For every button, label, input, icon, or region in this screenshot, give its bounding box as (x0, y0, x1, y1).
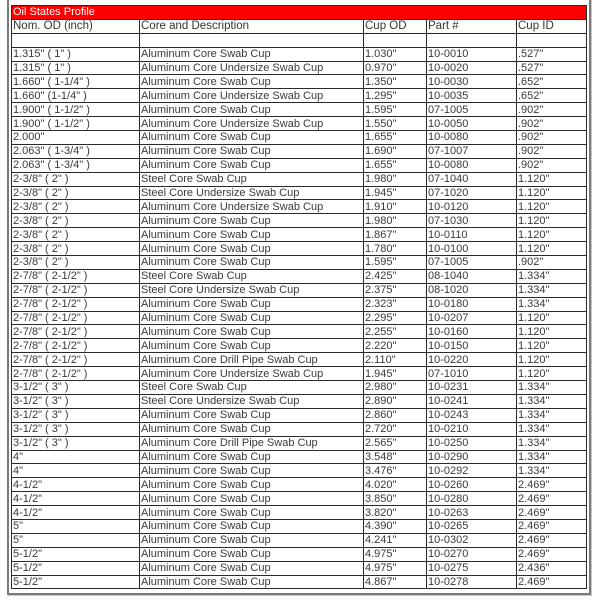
header-core-description: Core and Description (140, 19, 364, 33)
cell-cup-od: 4.975" (364, 561, 427, 575)
cell-core-description: Steel Core Swab Cup (140, 269, 364, 283)
cell-part-number: 10-0302 (427, 533, 517, 547)
cell-cup-id: .902" (517, 131, 587, 145)
cell-nom-od: 2-7/8" ( 2-1/2" ) (12, 325, 140, 339)
cell-part-number: 10-0100 (427, 242, 517, 256)
blank-cell (364, 33, 427, 47)
blank-cell (517, 33, 587, 47)
cell-core-description: Aluminum Core Swab Cup (140, 575, 364, 589)
cell-part-number: 07-1020 (427, 186, 517, 200)
cell-part-number: 10-0110 (427, 228, 517, 242)
cell-core-description: Aluminum Core Swab Cup (140, 144, 364, 158)
cell-core-description: Aluminum Core Swab Cup (140, 214, 364, 228)
blank-cell (12, 33, 140, 47)
cell-cup-id: 1.334" (517, 283, 587, 297)
cell-core-description: Aluminum Core Drill Pipe Swab Cup (140, 353, 364, 367)
cell-core-description: Aluminum Core Undersize Swab Cup (140, 61, 364, 75)
table-row (12, 325, 587, 339)
cell-cup-od: 4.020" (364, 478, 427, 492)
cell-cup-id: .652" (517, 89, 587, 103)
table-row (12, 228, 587, 242)
table-row (12, 506, 587, 520)
cell-cup-id: .902" (517, 117, 587, 131)
cell-core-description: Steel Core Swab Cup (140, 381, 364, 395)
cell-part-number: 10-0290 (427, 450, 517, 464)
cell-nom-od: 2-3/8" ( 2" ) (12, 200, 140, 214)
cell-cup-od: 2.720" (364, 422, 427, 436)
table-row (12, 353, 587, 367)
cell-core-description: Aluminum Core Swab Cup (140, 450, 364, 464)
cell-cup-id: 1.120" (517, 311, 587, 325)
cell-cup-id: 2.469" (517, 506, 587, 520)
cell-nom-od: 5" (12, 519, 140, 533)
cell-cup-od: 1.945" (364, 367, 427, 381)
cell-nom-od: 2.063" ( 1-3/4" ) (12, 158, 140, 172)
cell-part-number: 10-0035 (427, 89, 517, 103)
cell-cup-od: 2.220" (364, 339, 427, 353)
cell-nom-od: 2-7/8" ( 2-1/2" ) (12, 367, 140, 381)
cell-cup-id: .902" (517, 103, 587, 117)
cell-core-description: Aluminum Core Undersize Swab Cup (140, 117, 364, 131)
header-part-number: Part # (427, 19, 517, 33)
blank-cell (140, 33, 364, 47)
table-row (12, 381, 587, 395)
table-row (12, 144, 587, 158)
cell-part-number: 10-0180 (427, 297, 517, 311)
table-row (12, 533, 587, 547)
cell-core-description: Aluminum Core Swab Cup (140, 75, 364, 89)
cell-nom-od: 4" (12, 450, 140, 464)
table-row (12, 131, 587, 145)
cell-cup-id: 2.469" (517, 492, 587, 506)
cell-nom-od: 3-1/2" ( 3" ) (12, 436, 140, 450)
cell-cup-id: .527" (517, 61, 587, 75)
cell-core-description: Aluminum Core Swab Cup (140, 506, 364, 520)
cell-cup-od: 3.850" (364, 492, 427, 506)
cell-cup-id: 1.120" (517, 325, 587, 339)
table-row (12, 408, 587, 422)
cell-cup-id: 1.334" (517, 297, 587, 311)
cell-cup-id: 1.334" (517, 422, 587, 436)
header-cup-id: Cup ID (517, 19, 587, 33)
cell-nom-od: 5-1/2" (12, 575, 140, 589)
table-row (12, 575, 587, 589)
cell-part-number: 10-0275 (427, 561, 517, 575)
cell-core-description: Aluminum Core Swab Cup (140, 464, 364, 478)
cell-cup-od: 1.655" (364, 131, 427, 145)
cell-core-description: Aluminum Core Swab Cup (140, 339, 364, 353)
table-row (12, 478, 587, 492)
table-row (12, 117, 587, 131)
cell-cup-id: 1.120" (517, 200, 587, 214)
table-row (12, 394, 587, 408)
table-row (12, 172, 587, 186)
cell-part-number: 10-0270 (427, 547, 517, 561)
header-nom-od: Nom. OD (inch) (12, 19, 140, 33)
cell-core-description: Aluminum Core Undersize Swab Cup (140, 89, 364, 103)
cell-cup-od: 3.548" (364, 450, 427, 464)
cell-cup-od: 1.595" (364, 103, 427, 117)
cell-cup-od: 1.980" (364, 172, 427, 186)
cell-nom-od: 4-1/2" (12, 492, 140, 506)
table-row (12, 450, 587, 464)
cell-core-description: Aluminum Core Swab Cup (140, 533, 364, 547)
table-body (12, 47, 587, 589)
cell-cup-id: 2.469" (517, 478, 587, 492)
cell-cup-id: 1.334" (517, 464, 587, 478)
cell-cup-id: 1.120" (517, 228, 587, 242)
cell-cup-od: 2.565" (364, 436, 427, 450)
table-row (12, 464, 587, 478)
cell-part-number: 10-0050 (427, 117, 517, 131)
table-row (12, 436, 587, 450)
cell-cup-od: 1.350" (364, 75, 427, 89)
cell-cup-id: 1.334" (517, 381, 587, 395)
cell-cup-id: 1.120" (517, 214, 587, 228)
cell-cup-id: .902" (517, 144, 587, 158)
cell-core-description: Aluminum Core Swab Cup (140, 561, 364, 575)
cell-nom-od: 3-1/2" ( 3" ) (12, 422, 140, 436)
cell-cup-od: 1.655" (364, 158, 427, 172)
cell-nom-od: 2-3/8" ( 2" ) (12, 186, 140, 200)
cell-nom-od: 4-1/2" (12, 506, 140, 520)
cell-part-number: 10-0250 (427, 436, 517, 450)
cell-core-description: Aluminum Core Swab Cup (140, 242, 364, 256)
cell-core-description: Aluminum Core Swab Cup (140, 228, 364, 242)
cell-part-number: 10-0263 (427, 506, 517, 520)
table-row (12, 89, 587, 103)
table-row (12, 367, 587, 381)
cell-part-number: 10-0080 (427, 131, 517, 145)
cell-nom-od: 3-1/2" ( 3" ) (12, 381, 140, 395)
table-row (12, 158, 587, 172)
table-row (12, 256, 587, 270)
table-row (12, 561, 587, 575)
cell-cup-od: 3.820" (364, 506, 427, 520)
cell-nom-od: 3-1/2" ( 3" ) (12, 394, 140, 408)
cell-part-number: 10-0278 (427, 575, 517, 589)
cell-cup-od: 1.295" (364, 89, 427, 103)
cell-cup-od: 1.867" (364, 228, 427, 242)
cell-part-number: 10-0207 (427, 311, 517, 325)
cell-nom-od: 4-1/2" (12, 478, 140, 492)
table-title-row (12, 6, 587, 20)
cell-cup-od: 4.241" (364, 533, 427, 547)
cell-nom-od: 1.660" (1-1/4" ) (12, 89, 140, 103)
cell-core-description: Aluminum Core Undersize Swab Cup (140, 367, 364, 381)
oil-states-profile-table (11, 5, 587, 589)
cell-core-description: Aluminum Core Swab Cup (140, 325, 364, 339)
table-row (12, 492, 587, 506)
table-row (12, 311, 587, 325)
cell-cup-od: 3.476" (364, 464, 427, 478)
cell-cup-od: 4.975" (364, 547, 427, 561)
cell-nom-od: 2-7/8" ( 2-1/2" ) (12, 297, 140, 311)
table-row (12, 519, 587, 533)
cell-cup-id: 1.120" (517, 242, 587, 256)
cell-nom-od: 2-7/8" ( 2-1/2" ) (12, 311, 140, 325)
cell-cup-od: 1.595" (364, 256, 427, 270)
table-row (12, 47, 587, 61)
table-row (12, 339, 587, 353)
cell-cup-id: 2.469" (517, 533, 587, 547)
cell-nom-od: 1.900" ( 1-1/2" ) (12, 103, 140, 117)
cell-cup-id: 2.469" (517, 519, 587, 533)
cell-cup-od: 1.910" (364, 200, 427, 214)
cell-nom-od: 2-7/8" ( 2-1/2" ) (12, 339, 140, 353)
cell-cup-id: 2.469" (517, 575, 587, 589)
cell-part-number: 07-1010 (427, 367, 517, 381)
cell-nom-od: 4" (12, 464, 140, 478)
cell-core-description: Steel Core Undersize Swab Cup (140, 283, 364, 297)
cell-cup-od: 2.425" (364, 269, 427, 283)
cell-nom-od: 1.315" ( 1" ) (12, 47, 140, 61)
cell-nom-od: 2-3/8" ( 2" ) (12, 242, 140, 256)
table-row (12, 75, 587, 89)
cell-part-number: 10-0030 (427, 75, 517, 89)
cell-nom-od: 5-1/2" (12, 547, 140, 561)
cell-core-description: Aluminum Core Swab Cup (140, 311, 364, 325)
table-row (12, 200, 587, 214)
cell-core-description: Aluminum Core Swab Cup (140, 158, 364, 172)
cell-cup-od: 2.375" (364, 283, 427, 297)
cell-cup-od: 2.860" (364, 408, 427, 422)
cell-core-description: Aluminum Core Drill Pipe Swab Cup (140, 436, 364, 450)
table-row (12, 297, 587, 311)
cell-core-description: Aluminum Core Swab Cup (140, 519, 364, 533)
cell-cup-od: 2.890" (364, 394, 427, 408)
cell-core-description: Aluminum Core Swab Cup (140, 131, 364, 145)
cell-core-description: Steel Core Undersize Swab Cup (140, 394, 364, 408)
cell-cup-od: 4.867" (364, 575, 427, 589)
cell-core-description: Aluminum Core Swab Cup (140, 547, 364, 561)
cell-core-description: Aluminum Core Swab Cup (140, 492, 364, 506)
header-cup-od: Cup OD (364, 19, 427, 33)
cell-nom-od: 2-3/8" ( 2" ) (12, 172, 140, 186)
table-row (12, 283, 587, 297)
cell-nom-od: 5-1/2" (12, 561, 140, 575)
cell-core-description: Aluminum Core Swab Cup (140, 297, 364, 311)
cell-nom-od: 2-7/8" ( 2-1/2" ) (12, 283, 140, 297)
table-row (12, 269, 587, 283)
cell-nom-od: 2-3/8" ( 2" ) (12, 214, 140, 228)
cell-nom-od: 1.315" ( 1" ) (12, 61, 140, 75)
cell-cup-od: 4.390" (364, 519, 427, 533)
cell-cup-od: 2.255" (364, 325, 427, 339)
cell-cup-od: 1.550" (364, 117, 427, 131)
cell-cup-od: 2.110" (364, 353, 427, 367)
cell-part-number: 10-0292 (427, 464, 517, 478)
cell-core-description: Aluminum Core Swab Cup (140, 47, 364, 61)
cell-nom-od: 2-3/8" ( 2" ) (12, 228, 140, 242)
cell-cup-id: 1.120" (517, 186, 587, 200)
cell-part-number: 10-0265 (427, 519, 517, 533)
cell-nom-od: 2-7/8" ( 2-1/2" ) (12, 269, 140, 283)
cell-nom-od: 1.660" ( 1-1/4" ) (12, 75, 140, 89)
table-row (12, 242, 587, 256)
cell-nom-od: 2-7/8" ( 2-1/2" ) (12, 353, 140, 367)
cell-cup-id: 1.334" (517, 394, 587, 408)
cell-core-description: Steel Core Swab Cup (140, 172, 364, 186)
cell-cup-od: 2.295" (364, 311, 427, 325)
cell-part-number: 10-0150 (427, 339, 517, 353)
table-row (12, 547, 587, 561)
table-row (12, 186, 587, 200)
cell-part-number: 10-0280 (427, 492, 517, 506)
cell-part-number: 08-1040 (427, 269, 517, 283)
cell-cup-id: .902" (517, 158, 587, 172)
table-title: Oil States Profile (12, 6, 587, 20)
cell-cup-id: 1.120" (517, 339, 587, 353)
cell-cup-id: 1.334" (517, 436, 587, 450)
cell-core-description: Aluminum Core Swab Cup (140, 256, 364, 270)
cell-cup-id: 1.120" (517, 353, 587, 367)
cell-cup-id: 2.436" (517, 561, 587, 575)
cell-part-number: 10-0241 (427, 394, 517, 408)
cell-cup-od: 0.970" (364, 61, 427, 75)
cell-part-number: 07-1005 (427, 256, 517, 270)
cell-part-number: 10-0020 (427, 61, 517, 75)
table-row (12, 103, 587, 117)
cell-part-number: 07-1005 (427, 103, 517, 117)
cell-nom-od: 5" (12, 533, 140, 547)
cell-nom-od: 1.900" ( 1-1/2" ) (12, 117, 140, 131)
table-row (12, 61, 587, 75)
blank-cell (427, 33, 517, 47)
cell-cup-od: 1.780" (364, 242, 427, 256)
cell-cup-od: 1.980" (364, 214, 427, 228)
cell-part-number: 08-1020 (427, 283, 517, 297)
cell-part-number: 10-0010 (427, 47, 517, 61)
cell-nom-od: 2-3/8" ( 2" ) (12, 256, 140, 270)
profile-table-container (11, 5, 586, 589)
cell-cup-od: 2.323" (364, 297, 427, 311)
cell-cup-id: .527" (517, 47, 587, 61)
cell-core-description: Aluminum Core Undersize Swab Cup (140, 200, 364, 214)
table-header-row (12, 19, 587, 33)
cell-part-number: 10-0231 (427, 381, 517, 395)
cell-cup-od: 1.030" (364, 47, 427, 61)
cell-part-number: 10-0243 (427, 408, 517, 422)
cell-cup-id: 1.334" (517, 269, 587, 283)
cell-part-number: 10-0210 (427, 422, 517, 436)
cell-part-number: 10-0120 (427, 200, 517, 214)
cell-cup-od: 1.945" (364, 186, 427, 200)
cell-core-description: Aluminum Core Swab Cup (140, 478, 364, 492)
table-row (12, 214, 587, 228)
cell-cup-od: 2.980" (364, 381, 427, 395)
cell-nom-od: 2.063" ( 1-3/4" ) (12, 144, 140, 158)
cell-core-description: Aluminum Core Swab Cup (140, 408, 364, 422)
cell-nom-od: 3-1/2" ( 3" ) (12, 408, 140, 422)
cell-part-number: 10-0220 (427, 353, 517, 367)
cell-cup-id: 1.120" (517, 367, 587, 381)
table-row (12, 422, 587, 436)
cell-part-number: 07-1007 (427, 144, 517, 158)
cell-core-description: Aluminum Core Swab Cup (140, 103, 364, 117)
cell-part-number: 10-0160 (427, 325, 517, 339)
cell-part-number: 07-1040 (427, 172, 517, 186)
cell-cup-id: 1.334" (517, 408, 587, 422)
cell-nom-od: 2.000" (12, 131, 140, 145)
cell-core-description: Steel Core Undersize Swab Cup (140, 186, 364, 200)
cell-cup-id: 2.469" (517, 547, 587, 561)
cell-part-number: 07-1030 (427, 214, 517, 228)
cell-core-description: Aluminum Core Swab Cup (140, 422, 364, 436)
cell-cup-id: 1.334" (517, 450, 587, 464)
cell-part-number: 10-0080 (427, 158, 517, 172)
table-blank-row (12, 33, 587, 47)
cell-cup-id: .902" (517, 256, 587, 270)
cell-cup-od: 1.690" (364, 144, 427, 158)
cell-cup-id: 1.120" (517, 172, 587, 186)
cell-cup-id: .652" (517, 75, 587, 89)
cell-part-number: 10-0260 (427, 478, 517, 492)
